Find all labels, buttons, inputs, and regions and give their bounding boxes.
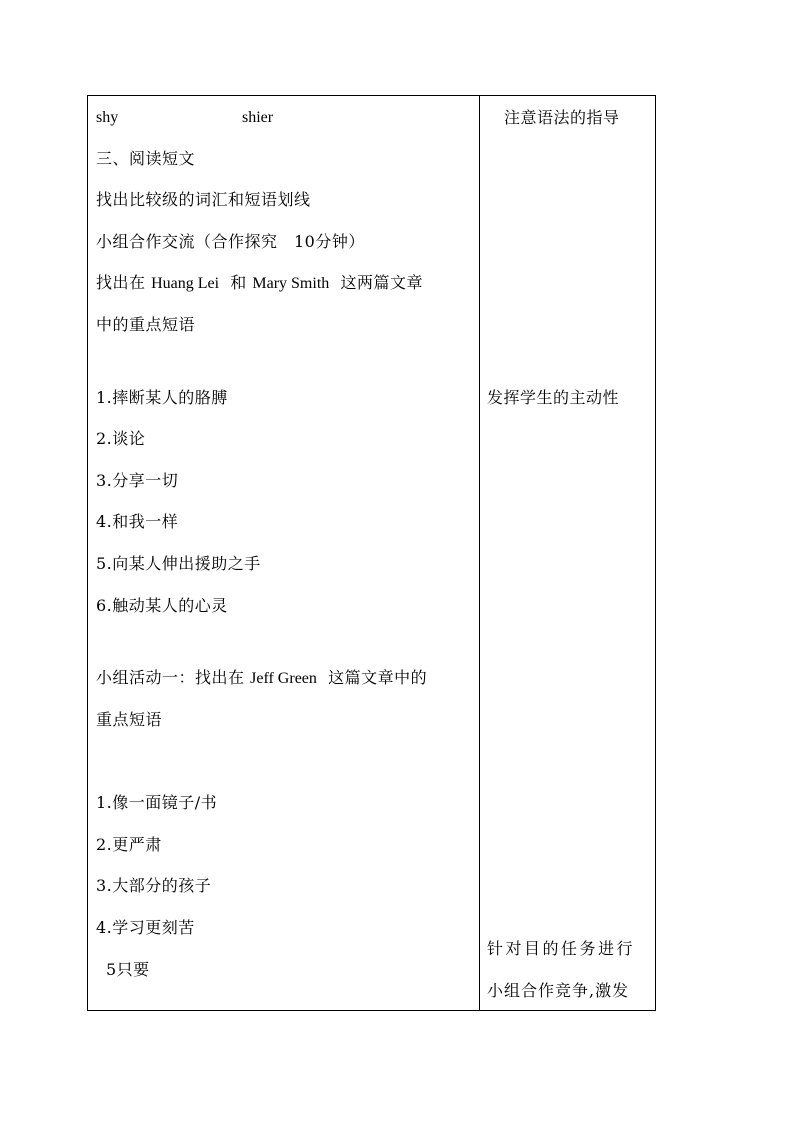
list2-item: 3.大部分的孩子 [96, 876, 212, 895]
activity-suffix: 这篇文章中的 [328, 668, 428, 687]
list1-item: 5.向某人伸出援助之手 [96, 554, 261, 573]
note-task-line2: 小组合作竞争,激发 [487, 981, 630, 1000]
task1-name2: Mary Smith [252, 275, 330, 292]
activity-prefix: 小组活动一：找出在 [96, 668, 245, 687]
task1-suffix: 这两篇文章 [340, 273, 423, 292]
list2-item: 1.像一面镜子/书 [96, 793, 218, 812]
list1-item: 3.分享一切 [96, 471, 179, 490]
instruction-compare: 找出比较级的词汇和短语划线 [96, 190, 311, 209]
task1-and: 和 [230, 273, 247, 292]
list1-item: 2.谈论 [96, 429, 146, 448]
list2-item: 4.学习更刻苦 [96, 918, 195, 937]
activity-line2: 重点短语 [96, 710, 163, 729]
task1-line2: 中的重点短语 [96, 315, 196, 334]
note-task-line1: 针对目的任务进行 [487, 939, 636, 958]
column-divider [479, 96, 480, 1010]
list1-item: 1.摔断某人的胳膊 [96, 388, 228, 407]
task1-name1: Huang Lei [151, 275, 220, 292]
list1-item: 4.和我一样 [96, 512, 179, 531]
note-initiative: 发挥学生的主动性 [487, 388, 620, 407]
list2-item: 2.更严肃 [96, 835, 162, 854]
note-grammar: 注意语法的指导 [504, 108, 620, 127]
task1-line1 [96, 273, 423, 294]
section-heading: 三、阅读短文 [96, 149, 196, 168]
task1-prefix: 找出在 [96, 273, 146, 292]
activity-name: Jeff Green [250, 670, 317, 687]
word-shy: shy [96, 109, 119, 126]
activity-line1 [96, 668, 427, 689]
word-shier: shier [242, 109, 274, 126]
instruction-group: 小组合作交流（合作探究 10分钟） [96, 232, 365, 251]
list1-item: 6.触动某人的心灵 [96, 596, 228, 615]
list2-item: 5只要 [106, 960, 150, 979]
lesson-table [87, 95, 656, 1011]
